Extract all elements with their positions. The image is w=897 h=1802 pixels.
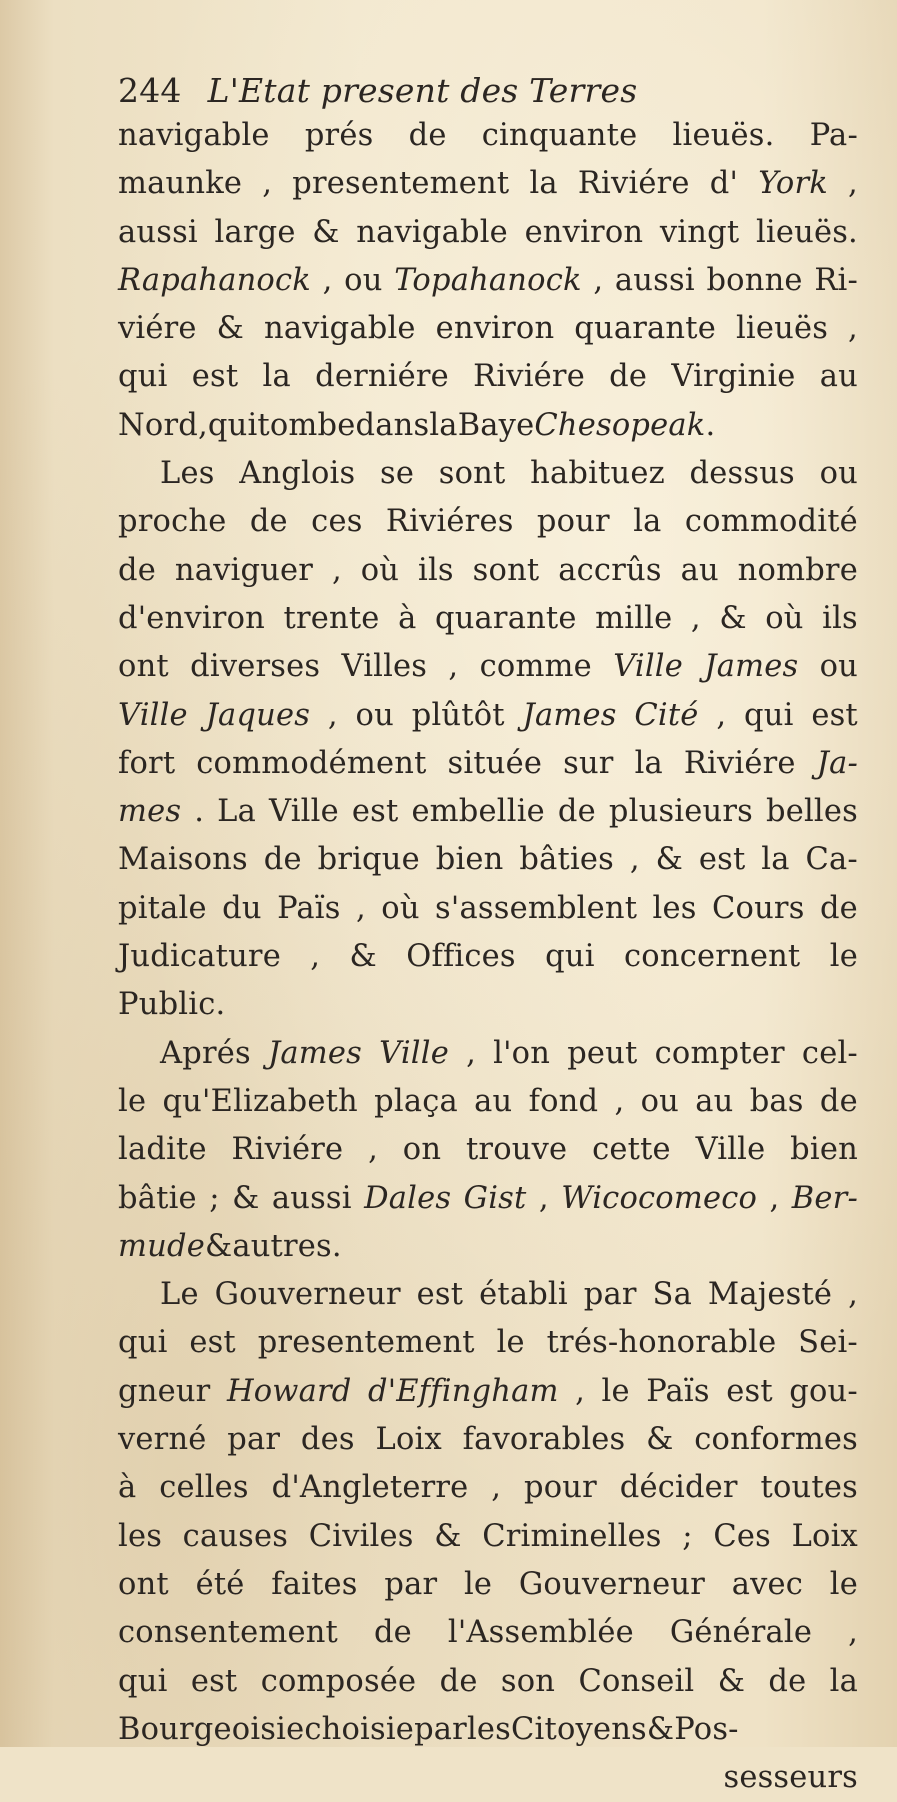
- word: cel-: [801, 1035, 858, 1071]
- word: été: [195, 1566, 245, 1602]
- word: Judicature: [118, 939, 281, 975]
- word: ces: [311, 504, 363, 540]
- word: la: [761, 842, 790, 878]
- word: Ville: [269, 794, 339, 830]
- word: Bourgeoisie: [118, 1711, 305, 1747]
- word: est: [191, 359, 239, 395]
- word: Riviére: [683, 745, 796, 781]
- word: fond: [528, 1083, 599, 1119]
- word: de: [439, 1663, 478, 1699]
- word: par: [583, 1277, 637, 1313]
- word: ,: [848, 311, 858, 347]
- word: &: [232, 1180, 260, 1216]
- word: le: [463, 1566, 493, 1602]
- word: large: [214, 214, 296, 250]
- italic-word: Jaques: [205, 697, 311, 733]
- word: avec: [731, 1566, 804, 1602]
- word: trente: [283, 600, 380, 636]
- word: l'on: [493, 1035, 551, 1071]
- word: se: [380, 456, 415, 492]
- word: à: [118, 1470, 137, 1506]
- text-line: [118, 257, 858, 305]
- italic-word: James: [267, 1035, 363, 1071]
- page-text: [118, 70, 858, 1802]
- word: ;: [209, 1180, 220, 1216]
- word: proche: [118, 504, 227, 540]
- word: Anglois: [239, 456, 356, 492]
- text-line: [118, 1754, 858, 1802]
- italic-word: Ber-: [791, 1180, 858, 1216]
- word: le: [601, 1373, 630, 1409]
- word: ,: [848, 1277, 858, 1313]
- word: favorables: [462, 1422, 626, 1458]
- word: ,: [331, 552, 342, 588]
- text-line: [118, 1030, 858, 1078]
- word: dans: [355, 407, 430, 443]
- word: ,: [310, 939, 321, 975]
- word: environ: [435, 311, 555, 347]
- italic-word: Dales: [364, 1180, 452, 1216]
- word: pitale: [118, 890, 207, 926]
- word: ou: [640, 1083, 679, 1119]
- word: est: [811, 697, 858, 733]
- word: qui: [118, 1325, 168, 1361]
- italic-word: mes: [118, 794, 182, 830]
- text-line: [118, 160, 858, 208]
- word: les: [466, 1711, 512, 1747]
- word: de: [118, 552, 156, 588]
- word: Les: [160, 456, 215, 492]
- word: est: [190, 1663, 238, 1699]
- word: consentement: [118, 1615, 339, 1651]
- word: &: [216, 311, 245, 347]
- word: la: [262, 359, 291, 395]
- word: au: [680, 552, 719, 588]
- body-text: [118, 112, 858, 1802]
- word: par: [227, 1422, 281, 1458]
- word: brique: [317, 842, 420, 878]
- word: ,: [614, 1083, 625, 1119]
- word: Gouverneur: [518, 1566, 706, 1602]
- word: viére: [118, 311, 197, 347]
- word: concernent: [624, 939, 801, 975]
- text-line: [118, 1513, 858, 1561]
- word: au: [474, 1083, 513, 1119]
- word: ils: [418, 552, 454, 588]
- text-line: [118, 1706, 858, 1754]
- word: Criminelles: [482, 1518, 662, 1554]
- word: s'assemblent: [435, 890, 638, 926]
- word: son: [500, 1663, 556, 1699]
- text-line: [118, 1658, 858, 1706]
- word: lieuës.: [672, 118, 775, 153]
- word: naviguer: [174, 552, 314, 588]
- word: ou: [355, 697, 394, 733]
- word: fort: [118, 745, 176, 781]
- word: ,: [593, 262, 604, 298]
- word: &: [434, 1518, 462, 1554]
- word: Ces: [713, 1518, 771, 1554]
- word: ils: [822, 600, 858, 636]
- text-line: [118, 209, 858, 257]
- text-line: [118, 643, 858, 691]
- word: choisie: [304, 1711, 415, 1747]
- text-line: [118, 305, 858, 353]
- word: la: [529, 166, 558, 202]
- word: toutes: [760, 1470, 858, 1506]
- word: ,: [690, 600, 701, 636]
- word: bien: [435, 842, 504, 878]
- word: pour: [523, 1470, 597, 1506]
- word: Sei-: [798, 1325, 858, 1361]
- word: Majesté: [707, 1277, 833, 1313]
- word: qui: [118, 1663, 168, 1699]
- word: le: [496, 1325, 525, 1361]
- word: Citoyens: [511, 1711, 647, 1747]
- word: est: [189, 1325, 236, 1361]
- word: La: [217, 794, 257, 830]
- word: faites: [271, 1566, 358, 1602]
- word: bonne: [706, 262, 803, 298]
- word: ,: [327, 697, 338, 733]
- word: au: [819, 359, 858, 395]
- word: de: [768, 1663, 807, 1699]
- text-line: [118, 788, 858, 836]
- text-line: [118, 1126, 858, 1174]
- text-line: [118, 885, 858, 933]
- word: ;: [682, 1518, 693, 1554]
- word: Loix: [791, 1518, 858, 1554]
- word: de: [263, 842, 302, 878]
- word: de: [408, 118, 447, 153]
- word: Virginie: [671, 359, 796, 395]
- word: maunke: [118, 166, 243, 202]
- word: Le: [160, 1277, 199, 1313]
- word: ,: [629, 842, 640, 878]
- word: ,: [197, 407, 208, 443]
- word: celles: [159, 1470, 249, 1506]
- word: environ: [524, 214, 644, 250]
- word: ou: [344, 262, 383, 298]
- word: bâtie: [118, 1180, 197, 1216]
- text-line: [118, 353, 858, 401]
- word: derniére: [315, 359, 449, 395]
- word: de: [557, 794, 596, 830]
- word: causes: [182, 1518, 289, 1554]
- word: &: [312, 214, 340, 250]
- word: aussi: [118, 214, 198, 250]
- word: ,: [448, 649, 459, 685]
- word: par: [414, 1711, 467, 1747]
- word: composée: [260, 1663, 417, 1699]
- text-line: [118, 1464, 858, 1512]
- word: Nord: [118, 407, 198, 443]
- word: quarante: [434, 600, 577, 636]
- word: située: [447, 745, 543, 781]
- word: cette: [592, 1132, 671, 1168]
- italic-word: Ville: [379, 1035, 449, 1071]
- page-header: [118, 70, 858, 112]
- word: de: [373, 1615, 412, 1651]
- word: Baye: [457, 407, 535, 443]
- word: diverses: [190, 649, 321, 685]
- word: où: [381, 890, 420, 926]
- text-line: [118, 1271, 858, 1319]
- word: d'environ: [118, 600, 265, 636]
- word: nombre: [737, 552, 858, 588]
- word: sont: [472, 552, 540, 588]
- word: la: [829, 1663, 858, 1699]
- word: qui: [744, 697, 794, 733]
- word: où: [765, 600, 804, 636]
- word: Ca-: [805, 842, 858, 878]
- word: ,: [262, 166, 273, 202]
- word: de: [609, 359, 648, 395]
- word: cinquante: [481, 118, 638, 153]
- word: Maisons: [118, 842, 248, 878]
- italic-word: Rapahanock: [118, 262, 311, 298]
- word: l'Assemblée: [447, 1615, 634, 1651]
- word: qui: [545, 939, 595, 975]
- text-line: [118, 692, 858, 740]
- italic-word: Wicocomeco: [561, 1180, 758, 1216]
- word: des: [300, 1422, 355, 1458]
- word: ,: [848, 1615, 858, 1651]
- word: pour: [536, 504, 610, 540]
- text-line: [118, 450, 858, 498]
- word: ,: [491, 1470, 502, 1506]
- text-line: [118, 981, 858, 1029]
- word: ou: [819, 649, 858, 685]
- word: le: [118, 1083, 147, 1119]
- word: dessus: [689, 456, 795, 492]
- word: Ville: [695, 1132, 766, 1168]
- text-line: [118, 498, 858, 546]
- italic-word: Ville: [118, 697, 188, 733]
- text-line: [118, 402, 858, 450]
- word: &: [349, 939, 377, 975]
- word: Loix: [375, 1422, 442, 1458]
- word: la: [633, 504, 662, 540]
- word: Gouverneur: [214, 1277, 401, 1313]
- word: à: [398, 600, 417, 636]
- word: Générale: [669, 1615, 813, 1651]
- word: ,: [466, 1035, 476, 1071]
- word: qui: [207, 407, 258, 443]
- text-line: [118, 547, 858, 595]
- word: qui: [118, 359, 168, 395]
- word: les: [118, 1518, 163, 1554]
- word: d'Angleterre: [271, 1470, 469, 1506]
- word: qu'Elizabeth: [162, 1083, 358, 1119]
- italic-word: Ville: [613, 649, 684, 685]
- text-line: [118, 1223, 858, 1271]
- word: décider: [619, 1470, 738, 1506]
- word: peut: [567, 1035, 638, 1071]
- word: Civiles: [308, 1518, 414, 1554]
- word: Villes: [341, 649, 428, 685]
- word: de: [819, 1083, 858, 1119]
- word: presentement: [257, 1325, 475, 1361]
- word: le: [829, 939, 858, 975]
- word: Sa: [652, 1277, 692, 1313]
- italic-word: Cité: [634, 697, 699, 733]
- word: quarante: [574, 311, 716, 347]
- text-line: [118, 1319, 858, 1367]
- word: navigable: [118, 118, 270, 153]
- word: tombe: [257, 407, 356, 443]
- word: est: [351, 794, 399, 830]
- word: les: [652, 890, 697, 926]
- italic-word: Topahanock: [394, 262, 582, 298]
- word: ont: [118, 1566, 169, 1602]
- word: bien: [790, 1132, 858, 1168]
- italic-word: York: [758, 166, 828, 202]
- word: ont: [118, 649, 169, 685]
- word: Offices: [406, 939, 516, 975]
- text-line: [118, 836, 858, 884]
- word: ,: [716, 697, 727, 733]
- word: Public.: [118, 987, 226, 1023]
- word: Riviéres: [385, 504, 514, 540]
- italic-word: mude: [118, 1228, 205, 1264]
- text-line: [118, 595, 858, 643]
- word: &: [646, 1422, 674, 1458]
- italic-word: Chesopeak: [534, 407, 706, 443]
- word: ,: [355, 890, 366, 926]
- word: &: [717, 1663, 746, 1699]
- word: est: [416, 1277, 464, 1313]
- word: &: [204, 1228, 233, 1264]
- word: vingt: [659, 214, 740, 250]
- text-line: [118, 1175, 858, 1223]
- word: Riviére: [473, 359, 585, 395]
- italic-word: Howard: [226, 1373, 352, 1409]
- word: ,: [575, 1373, 585, 1409]
- word: plusieurs: [608, 794, 753, 830]
- word: trouve: [465, 1132, 568, 1168]
- word: Païs: [646, 1373, 710, 1409]
- word: mille: [595, 600, 673, 636]
- word: navigable: [264, 311, 416, 347]
- word: d': [709, 166, 739, 202]
- word: ladite: [118, 1132, 207, 1168]
- word: plaça: [374, 1083, 458, 1119]
- word: est: [698, 842, 746, 878]
- word: ,: [368, 1132, 378, 1168]
- word: le: [829, 1566, 858, 1602]
- word: comme: [479, 649, 592, 685]
- word: établi: [479, 1277, 568, 1313]
- word: Païs: [277, 890, 341, 926]
- word: sont: [438, 456, 506, 492]
- word: embellie: [411, 794, 545, 830]
- word: ,: [322, 262, 333, 298]
- word: &: [719, 600, 747, 636]
- word: au: [695, 1083, 734, 1119]
- word: lieuës: [735, 311, 829, 347]
- word: bas: [749, 1083, 804, 1119]
- word: accrûs: [558, 552, 662, 588]
- word: par: [384, 1566, 438, 1602]
- text-line: [118, 1416, 858, 1464]
- word: Pos-: [674, 1711, 739, 1747]
- word: ,: [538, 1180, 549, 1216]
- word: .: [194, 794, 205, 830]
- word: Pa-: [809, 118, 858, 153]
- word: ,: [848, 166, 858, 202]
- word: ou: [819, 456, 858, 492]
- italic-word: James: [522, 697, 617, 733]
- word: trés-honorable: [546, 1325, 777, 1361]
- text-line: [118, 1368, 858, 1416]
- word: &: [655, 842, 683, 878]
- word: la: [429, 407, 458, 443]
- word: gou-: [789, 1373, 858, 1409]
- italic-word: Ja-: [816, 745, 858, 781]
- text-line: [118, 1561, 858, 1609]
- word: gneur: [118, 1373, 211, 1409]
- word: Conseil: [578, 1663, 695, 1699]
- word: navigable: [356, 214, 508, 250]
- word: habituez: [530, 456, 665, 492]
- text-line: [118, 740, 858, 788]
- word: Aprés: [160, 1035, 251, 1071]
- text-line: [118, 1078, 858, 1126]
- word: prés: [304, 118, 374, 153]
- word: autres.: [232, 1228, 342, 1264]
- word: bâties: [519, 842, 614, 878]
- word: belles: [766, 794, 858, 830]
- word: commodité: [684, 504, 858, 540]
- word: de: [819, 890, 858, 926]
- word: on: [402, 1132, 442, 1168]
- italic-word: d'Effingham: [367, 1373, 559, 1409]
- word: sur: [563, 745, 614, 781]
- text-line: [118, 933, 858, 981]
- word: aussi: [271, 1180, 352, 1216]
- word: conformes: [694, 1422, 858, 1458]
- word: Ri-: [814, 262, 858, 298]
- word: sesseurs: [723, 1760, 858, 1796]
- word: ,: [769, 1180, 780, 1216]
- word: est: [726, 1373, 773, 1409]
- word: la: [634, 745, 663, 781]
- italic-word: Gist: [463, 1180, 527, 1216]
- word: où: [360, 552, 400, 588]
- word: aussi: [614, 262, 695, 298]
- italic-word: James: [704, 649, 799, 685]
- word: presentement: [292, 166, 510, 202]
- word: .: [705, 407, 716, 443]
- word: verné: [118, 1422, 207, 1458]
- running-title: L'Etat present des Terres: [207, 71, 638, 110]
- word: Riviére: [231, 1132, 344, 1168]
- text-line: [118, 1609, 858, 1657]
- word: du: [222, 890, 262, 926]
- word: commodément: [196, 745, 427, 781]
- page-number: 244: [118, 71, 182, 110]
- word: &: [646, 1711, 675, 1747]
- word: compter: [654, 1035, 785, 1071]
- word: Riviére: [577, 166, 690, 202]
- word: plûtôt: [411, 697, 505, 733]
- word: de: [249, 504, 288, 540]
- word: Cours: [711, 890, 805, 926]
- word: lieuës.: [755, 214, 858, 250]
- text-line: [118, 112, 858, 160]
